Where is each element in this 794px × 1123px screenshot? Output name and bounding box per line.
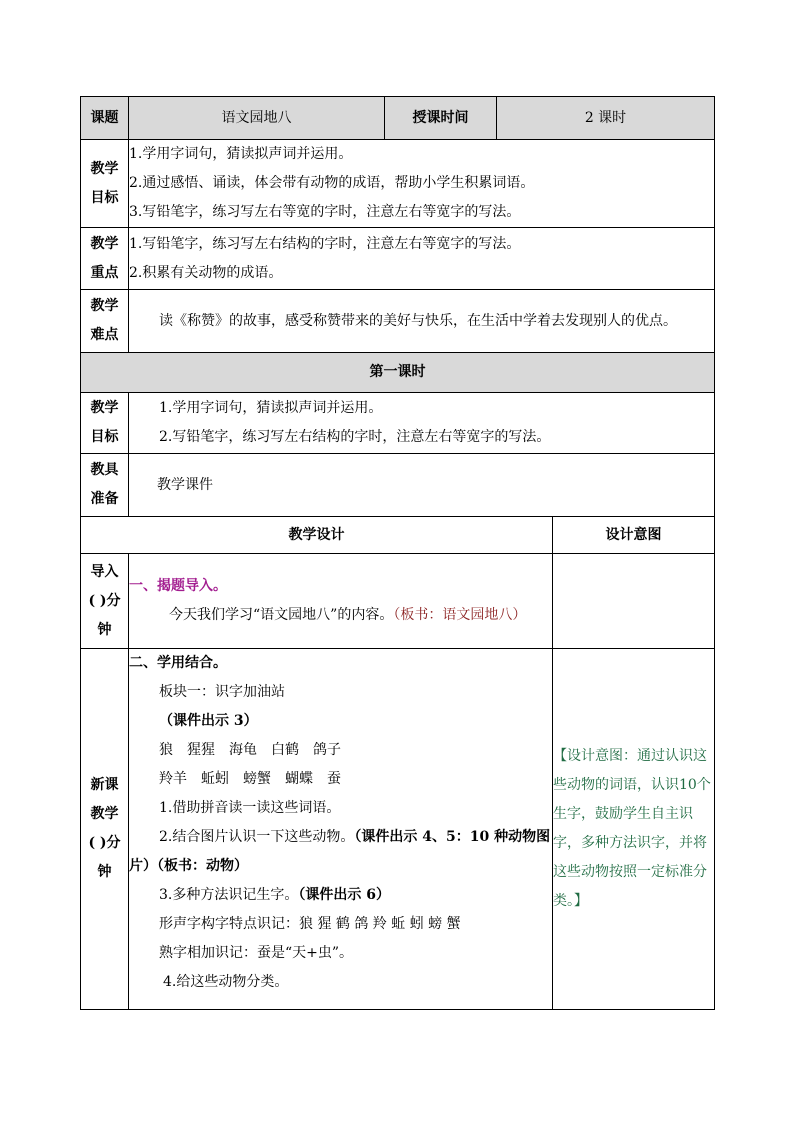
- step-4: 4.给这些动物分类。: [163, 974, 289, 990]
- new-lesson-label: 新课 教学 ( )分 钟: [81, 649, 129, 1010]
- difficulties-row: [81, 290, 715, 353]
- difficulties-label: 教学 难点: [81, 290, 129, 353]
- key-points-content: [129, 228, 715, 290]
- courseware-3: （课件出示 3）: [159, 713, 258, 729]
- intro-text: 今天我们学习“语文园地八”的内容。（板书：语文园地八）: [169, 607, 527, 623]
- lesson1-goal-item: 2.写铅笔字，练习写左右结构的字时，注意左右等宽字的写法。: [159, 429, 551, 445]
- intro-heading: 一、揭题导入。: [129, 578, 227, 594]
- step-3: 3.多种方法识记生字。（课件出示 6）: [159, 887, 390, 903]
- key-points-label: 教学 重点: [81, 228, 129, 290]
- lesson1-title-row: [81, 353, 715, 393]
- lesson1-goals-row: [81, 393, 715, 454]
- intro-intent: [553, 554, 715, 649]
- lesson1-goal-item: 1.学用字词句，猜读拟声词并运用。: [159, 400, 383, 416]
- key-point-item: 1.写铅笔字，练习写左右结构的字时，注意左右等宽字的写法。: [129, 235, 521, 252]
- new-lesson-intent: 【设计意图：通过认识这些动物的词语，认识10个生字，鼓励学生自主识字，多种方法识字，并将这些动物按照一定标准分类。】: [553, 649, 715, 1010]
- lesson1-title: 第一课时: [81, 353, 715, 393]
- lesson1-goals-content: [129, 393, 715, 454]
- time-value: 2 课时: [497, 97, 715, 140]
- goal-item: 2.通过感悟、诵读，体会带有动物的成语，帮助小学生积累词语。: [129, 175, 535, 191]
- key-points-row: [81, 228, 715, 290]
- design-header: 教学设计: [81, 517, 553, 554]
- topic-value: 语文园地八: [129, 97, 385, 140]
- tools-content: [129, 454, 715, 517]
- key-point-item: 2.积累有关动物的成语。: [129, 264, 283, 281]
- lesson-plan-table: [80, 96, 715, 1010]
- step-1: 1.借助拼音读一读这些词语。: [159, 800, 341, 816]
- tools-row: [81, 454, 715, 517]
- new-lesson-content: [129, 649, 553, 1010]
- intro-row: [81, 554, 715, 649]
- design-header-row: [81, 517, 715, 554]
- intent-header: 设计意图: [553, 517, 715, 554]
- block1-title: 板块一：识字加油站: [159, 684, 285, 700]
- words-row-1: 狼 猩猩 海龟 白鹤 鸽子: [159, 742, 341, 758]
- topic-label: 课题: [81, 97, 129, 140]
- lesson1-goals-label: 教学 目标: [81, 393, 129, 454]
- method-1: 形声字构字特点识记：狼 猩 鹤 鸽 羚 蚯 蚓 螃 蟹: [159, 916, 461, 932]
- goals-row: [81, 140, 715, 228]
- goal-item: 3.写铅笔字，练习写左右等宽的字时，注意左右等宽字的写法。: [129, 204, 521, 220]
- header-row: [81, 97, 715, 140]
- goals-label: 教学 目标: [81, 140, 129, 228]
- words-row-2: 羚羊 蚯蚓 螃蟹 蝴蝶 蚕: [159, 771, 341, 787]
- difficulties-content: [129, 290, 715, 353]
- tools-text: 教学课件: [157, 476, 213, 493]
- time-label: 授课时间: [385, 97, 497, 140]
- goals-content: [129, 140, 715, 228]
- new-lesson-heading: 二、学用结合。: [129, 655, 227, 671]
- intro-content: [129, 554, 553, 649]
- goal-item: 1.学用字词句，猜读拟声词并运用。: [129, 146, 353, 162]
- intro-label: 导入 ( )分 钟: [81, 554, 129, 649]
- new-lesson-row: [81, 649, 715, 1010]
- tools-label: 教具 准备: [81, 454, 129, 517]
- difficulties-text: 读《称赞》的故事，感受称赞带来的美好与快乐，在生活中学着去发现别人的优点。: [159, 312, 677, 329]
- step-2: 2.结合图片认识一下这些动物。（课件出示 4、5：10 种动物图片）（板书：动物）: [129, 829, 551, 874]
- method-2: 熟字相加识记：蚕是“天+虫”。: [159, 945, 354, 961]
